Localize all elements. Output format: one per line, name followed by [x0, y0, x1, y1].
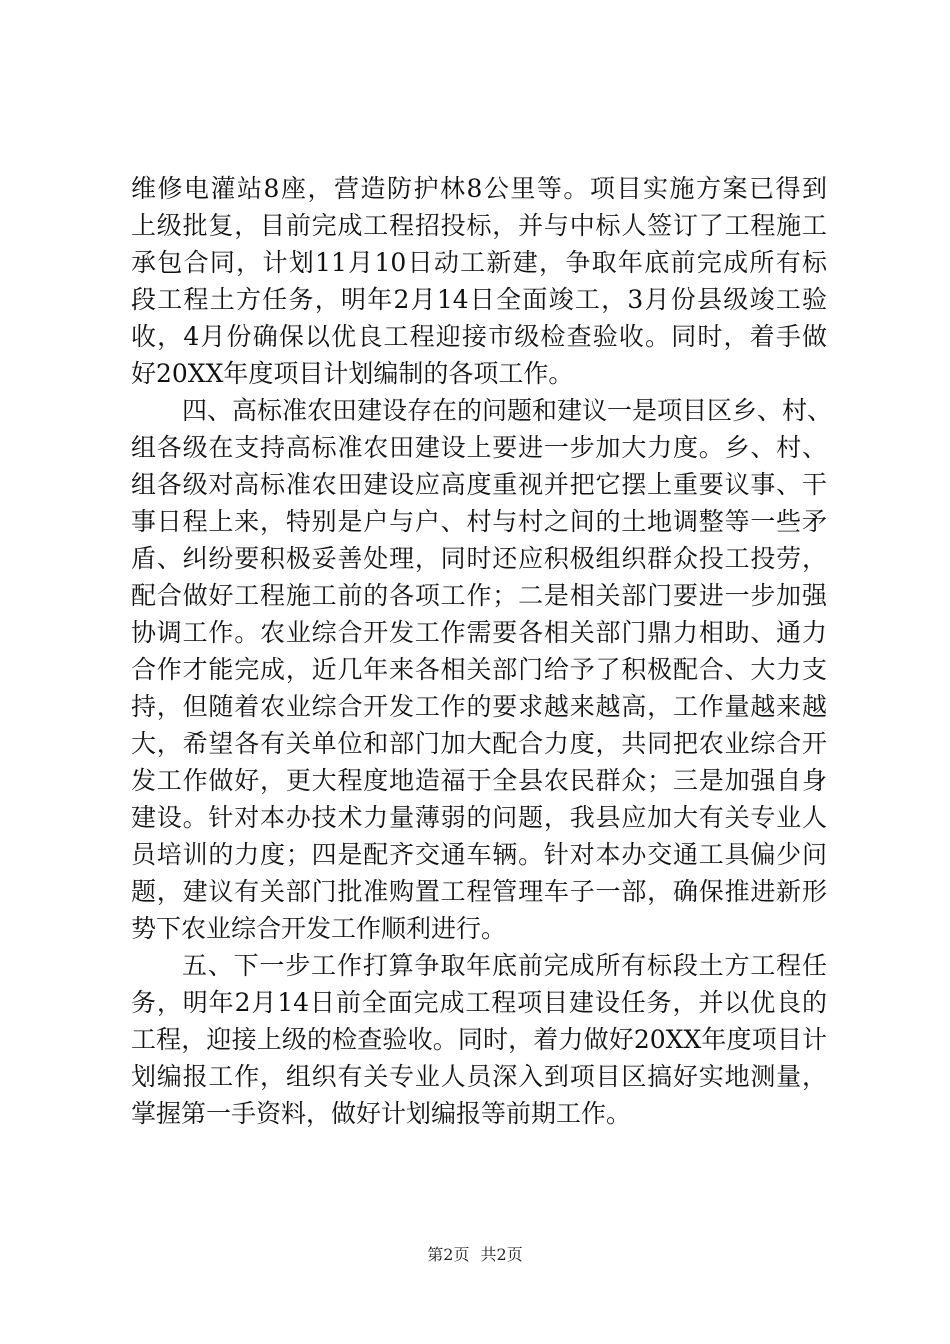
- text-line: 势下农业综合开发工作顺利进行。: [131, 914, 507, 943]
- document-body: [131, 170, 833, 1132]
- text-line: 工程，迎接上级的检查验收。同时，着力做好20XX年度项目计: [131, 1025, 827, 1054]
- page-number: 第2页: [427, 1245, 470, 1264]
- paragraph-heading-line: 五、下一步工作打算争取年底前完成所有标段土方工程任: [182, 951, 827, 980]
- text-line: 发工作做好，更大程度地造福于全县农民群众；三是加强自身: [131, 766, 827, 795]
- text-line: 合作才能完成，近几年来各相关部门给予了积极配合、大力支: [131, 655, 827, 684]
- text-line: 好20XX年度项目计划编制的各项工作。: [131, 359, 574, 388]
- text-line: 组各级在支持高标准农田建设上要进一步加大力度。乡、村、: [131, 433, 827, 462]
- page-total: 共2页: [480, 1245, 523, 1264]
- text-line: 掌握第一手资料，做好计划编报等前期工作。: [131, 1099, 632, 1128]
- text-line: 事日程上来，特别是户与户、村与村之间的土地调整等一些矛: [131, 507, 827, 536]
- text-line: 持，但随着农业综合开发工作的要求越来越高，工作量越来越: [131, 692, 827, 721]
- text-line: 题，建议有关部门批准购置工程管理车子一部，确保推进新形: [131, 877, 827, 906]
- page-footer: [0, 1244, 950, 1266]
- text-line: 上级批复，目前完成工程招投标，并与中标人签订了工程施工: [131, 211, 827, 240]
- text-line: 承包合同，计划11月10日动工新建，争取年底前完成所有标: [131, 248, 827, 277]
- text-line: 组各级对高标准农田建设应高度重视并把它摆上重要议事、干: [131, 470, 827, 499]
- paragraph-heading-line: 四、高标准农田建设存在的问题和建议一是项目区乡、村、: [182, 396, 833, 425]
- text-line: 务，明年2月14日前全面完成工程项目建设任务，并以优良的: [131, 988, 827, 1017]
- text-line: 维修电灌站8座，营造防护林8公里等。项目实施方案已得到: [131, 174, 827, 203]
- text-line: 大，希望各有关单位和部门加大配合力度，共同把农业综合开: [131, 729, 827, 758]
- text-line: 收，4月份确保以优良工程迎接市级检查验收。同时，着手做: [131, 322, 827, 351]
- text-line: 协调工作。农业综合开发工作需要各相关部门鼎力相助、通力: [131, 618, 827, 647]
- text-line: 划编报工作，组织有关专业人员深入到项目区搞好实地测量，: [131, 1062, 827, 1091]
- text-line: 配合做好工程施工前的各项工作；二是相关部门要进一步加强: [131, 581, 827, 610]
- text-line: 段工程土方任务，明年2月14日全面竣工，3月份县级竣工验: [131, 285, 827, 314]
- text-line: 建设。针对本办技术力量薄弱的问题，我县应加大有关专业人: [131, 803, 827, 832]
- text-line: 员培训的力度；四是配齐交通车辆。针对本办交通工具偏少问: [131, 840, 827, 869]
- text-line: 盾、纠纷要积极妥善处理，同时还应积极组织群众投工投劳，: [131, 544, 827, 573]
